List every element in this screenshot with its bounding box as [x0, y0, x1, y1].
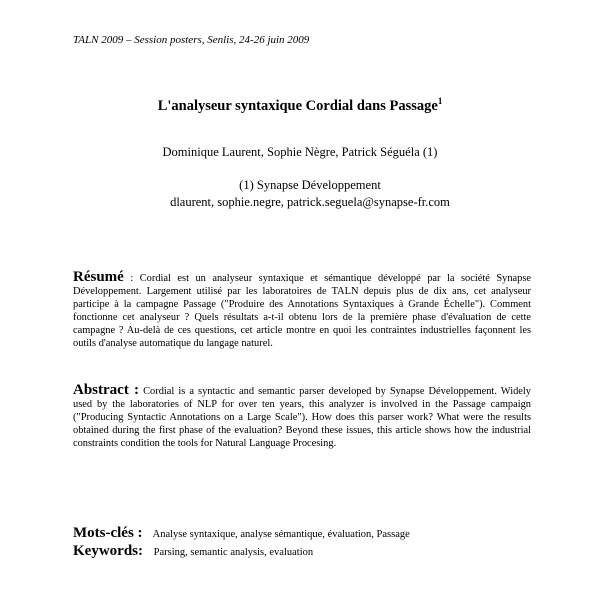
keywords-fr-text: Analyse syntaxique, analyse sémantique, évaluation, Passage [152, 529, 410, 540]
title-footnote-mark: 1 [437, 96, 443, 107]
resume-section [73, 271, 531, 350]
title-text: L'analyseur syntaxique Cordial dans Passage [157, 98, 438, 114]
resume-heading: Résumé [73, 269, 124, 285]
affiliation-name: (1) Synapse Développement [239, 178, 381, 192]
keywords-en [73, 543, 313, 560]
abstract-heading: Abstract : [73, 382, 140, 398]
resume-text: : Cordial est un analyseur syntaxique et sémantique développé par la société Synapse Développement. Largement utilisé par les laboratoires de TALN depuis plus de dix ans, cet analyseur participe à la campagne Passage ("Produire des Annotations Syntaxiques à Grande Échelle"). Comment fonctionne cet analyseur ? Quels résultats a-t-il obtenu lors de la première phase d'évaluation de cette campagne ? Au-delà de ces questions, cet article montre en quoi les contraintes industrielles façonnent les outils d'analyse automatique du langage naturel. [73, 273, 531, 349]
affiliation [0, 177, 600, 211]
keywords-en-heading: Keywords: [73, 543, 143, 559]
abstract-text: Cordial is a syntactic and semantic parser developed by Synapse Développement. Widely used by the laboratories of NLP for over ten years, this analyzer is involved in the Passage campaign ("Producing Syntactic Annotations on a Large Scale"). How does this parser work? What were the results obtained during the first phase of the evaluation? Beyond these issues, this article shows how the industrial constraints condition the tools for Natural Language Procesing. [73, 386, 531, 449]
paper-title [0, 98, 600, 115]
abstract-section [73, 384, 531, 451]
keywords-fr [73, 525, 410, 542]
running-header: TALN 2009 – Session posters, Senlis, 24-26 juin 2009 [73, 34, 310, 46]
author-list: Dominique Laurent, Sophie Nègre, Patrick Séguéla (1) [162, 145, 438, 159]
keywords-en-text: Parsing, semantic analysis, evaluation [153, 547, 314, 558]
keywords-fr-heading: Mots-clés : [73, 525, 143, 541]
author-emails: dlaurent, sophie.negre, patrick.seguela@synapse-fr.com [170, 195, 450, 209]
